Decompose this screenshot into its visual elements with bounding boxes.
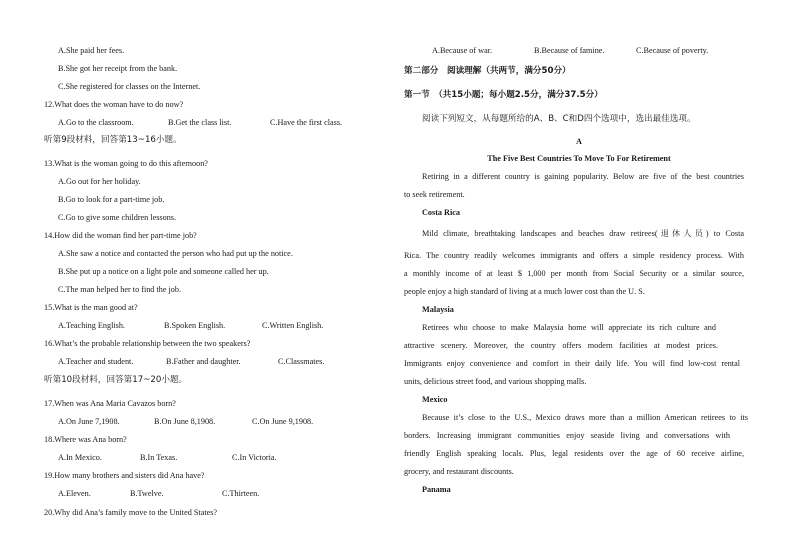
passage-title: The Five Best Countries To Move To For Retirement bbox=[487, 154, 671, 163]
costa-rica-heading: Costa Rica bbox=[422, 208, 460, 217]
q12-question: 12.What does the woman have to do now? bbox=[44, 100, 184, 109]
mexico-line-3: friendly English speaking locals. Plus, legal residents over the age of 60 receive airline, bbox=[404, 449, 744, 458]
q16-question: 16.What’s the probable relationship between the two speakers? bbox=[44, 339, 251, 348]
q19-option-a: A.Eleven. bbox=[58, 489, 91, 498]
q18-question: 18.Where was Ana born? bbox=[44, 435, 127, 444]
q15-question: 15.What is the man good at? bbox=[44, 303, 138, 312]
section1-heading: 第一节 （共15小题；每小题2.5分，满分37.5分） bbox=[404, 90, 603, 100]
q20-option-c: C.Because of poverty. bbox=[636, 46, 709, 55]
panama-heading: Panama bbox=[422, 485, 451, 494]
q11-option-a: A.She paid her fees. bbox=[58, 46, 125, 55]
malaysia-line-1: Retirees who choose to make Malaysia home will appreciate its rich culture and bbox=[422, 323, 716, 332]
malaysia-heading: Malaysia bbox=[422, 305, 454, 314]
q13-option-a: A.Go out for her holiday. bbox=[58, 177, 141, 186]
malaysia-line-2: attractive scenery. Moreover, the country offers modern facilities at modest prices. bbox=[404, 341, 718, 350]
q17-option-a: A.On June 7,1908. bbox=[58, 417, 120, 426]
q18-option-a: A.In Mexico. bbox=[58, 453, 102, 462]
q13-question: 13.What is the woman going to do this afternoon? bbox=[44, 159, 208, 168]
q16-option-b: B.Father and daughter. bbox=[166, 357, 241, 366]
costa-rica-line-2: Rica. The country readily welcomes immigrants and offers a simple residency process. With bbox=[404, 251, 744, 260]
malaysia-line-3: Immigrants enjoy convenience and comfort in their daily life. You will find low-cost rental bbox=[404, 359, 740, 368]
q20-option-b: B.Because of famine. bbox=[534, 46, 605, 55]
q12-option-b: B.Get the class list. bbox=[168, 118, 232, 127]
part2-heading: 第二部分 阅读理解（共两节，满分50分） bbox=[404, 66, 571, 76]
q14-question: 14.How did the woman find her part-time job? bbox=[44, 231, 197, 240]
q14-option-c: C.The man helped her to find the job. bbox=[58, 285, 182, 294]
malaysia-line-4: units, delicious street food, and various shopping malls. bbox=[404, 377, 587, 386]
listening-instruction-9: 听第9段材料，回答第13~16小题。 bbox=[44, 135, 182, 145]
q13-option-b: B.Go to look for a part-time job. bbox=[58, 195, 165, 204]
intro-line-1: Retiring in a different country is gaining popularity. Below are five of the best countries bbox=[422, 172, 744, 181]
q19-option-b: B.Twelve. bbox=[130, 489, 164, 498]
q12-option-a: A.Go to the classroom. bbox=[58, 118, 134, 127]
costa-rica-line-1: Mild climate, breathtaking landscapes and beaches draw retirees(退休人员) to Costa bbox=[422, 229, 744, 238]
mexico-line-1: Because it’s close to the U.S., Mexico draws more than a million American retirees to its bbox=[422, 413, 748, 422]
q19-question: 19.How many brothers and sisters did Ana have? bbox=[44, 471, 205, 480]
q14-option-b: B.She put up a notice on a light pole and someone called her up. bbox=[58, 267, 269, 276]
q19-option-c: C.Thirteen. bbox=[222, 489, 260, 498]
q15-option-b: B.Spoken English. bbox=[164, 321, 226, 330]
q16-option-c: C.Classmates. bbox=[278, 357, 325, 366]
q15-option-c: C.Written English. bbox=[262, 321, 324, 330]
q17-option-c: C.On June 9,1908. bbox=[252, 417, 314, 426]
q18-option-b: B.In Texas. bbox=[140, 453, 178, 462]
q12-option-c: C.Have the first class. bbox=[270, 118, 343, 127]
reading-instruction: 阅读下列短文，从每题所给的A、B、C和D四个选项中，选出最佳选项。 bbox=[422, 114, 696, 124]
q16-option-a: A.Teacher and student. bbox=[58, 357, 134, 366]
q20-question: 20.Why did Ana’s family move to the United States? bbox=[44, 508, 218, 517]
listening-instruction-10: 听第10段材料，回答第17~20小题。 bbox=[44, 375, 188, 385]
q13-option-c: C.Go to give some children lessons. bbox=[58, 213, 177, 222]
q11-option-b: B.She got her receipt from the bank. bbox=[58, 64, 178, 73]
q20-option-a: A.Because of war. bbox=[432, 46, 493, 55]
mexico-line-2: borders. Increasing immigrant communities enjoy seaside living and conversations with bbox=[404, 431, 730, 440]
q17-question: 17.When was Ana Maria Cavazos born? bbox=[44, 399, 176, 408]
passage-letter: A bbox=[576, 137, 582, 146]
intro-line-2: to seek retirement. bbox=[404, 190, 465, 199]
costa-rica-line-3: a monthly income of at least $ 1,000 per month from Social Security or a similar source, bbox=[404, 269, 744, 278]
mexico-line-4: grocery, and restaurant discounts. bbox=[404, 467, 514, 476]
mexico-heading: Mexico bbox=[422, 395, 448, 404]
q17-option-b: B.On June 8,1908. bbox=[154, 417, 216, 426]
q14-option-a: A.She saw a notice and contacted the person who had put up the notice. bbox=[58, 249, 293, 258]
costa-rica-line-4: people enjoy a high standard of living at a much lower cost than the U. S. bbox=[404, 287, 645, 296]
q11-option-c: C.She registered for classes on the Internet. bbox=[58, 82, 201, 91]
q18-option-c: C.In Victoria. bbox=[232, 453, 277, 462]
q15-option-a: A.Teaching English. bbox=[58, 321, 125, 330]
